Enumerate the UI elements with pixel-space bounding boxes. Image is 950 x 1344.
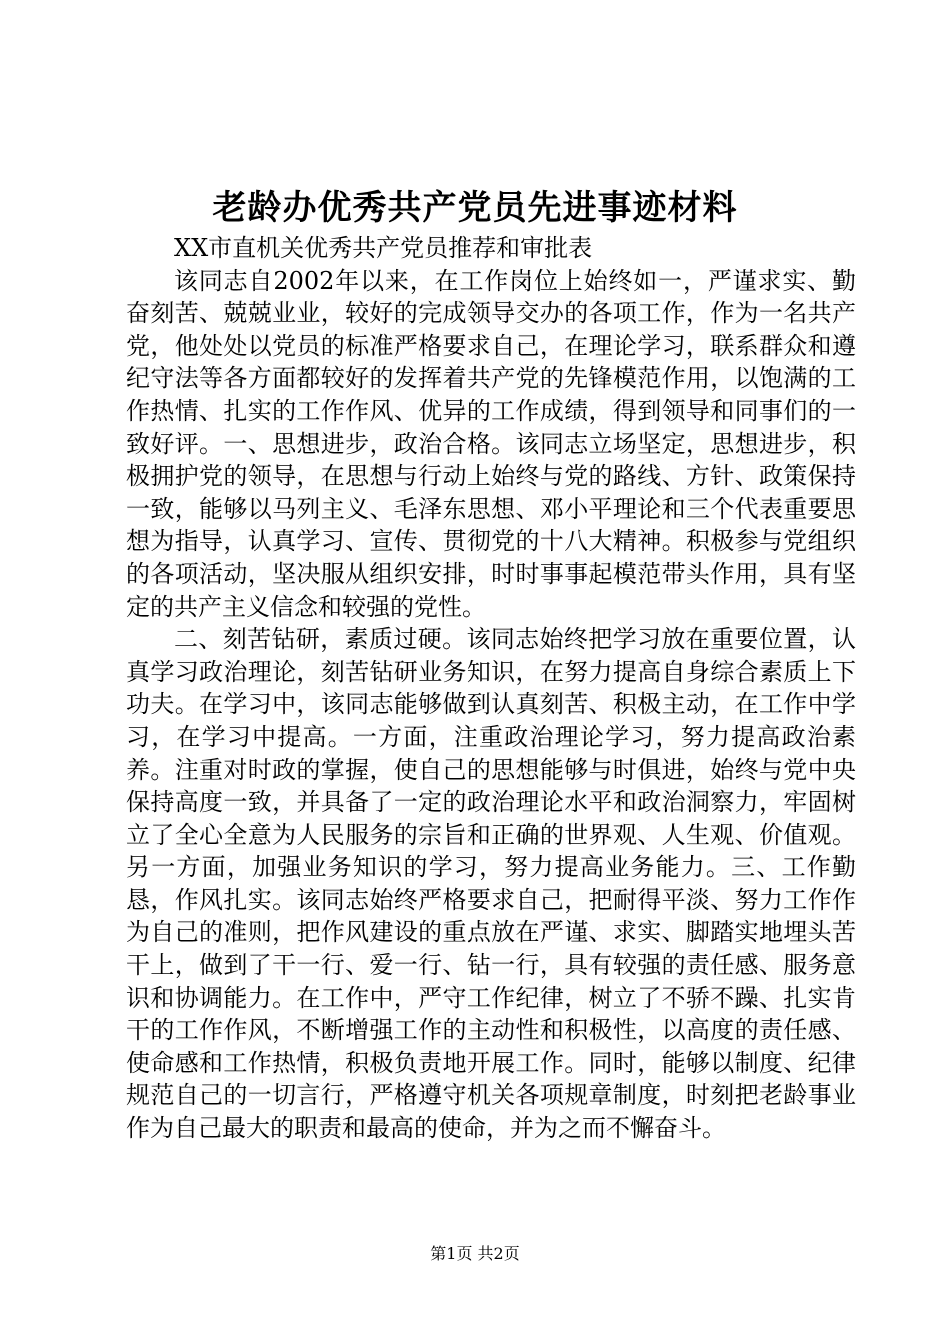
page-number: 第1页 共2页 — [430, 1244, 520, 1263]
document-title: 老龄办优秀共产党员先进事迹材料 — [212, 188, 738, 228]
paragraph-form-title: XX市直机关优秀共产党员推荐和审批表 — [174, 234, 593, 262]
paragraph-1: 该同志自2002年以来，在工作岗位上始终如一，严谨求实、勤奋刻苦、兢兢业业，较好的完成领导交办的各项工作，作为一名共产党，他处处以党员的标准严格要求自己，在理论学习，联系群众和遵纪守法等各方面都较好的发挥着共产党的先锋模范作用，以饱满的工作热情、扎实的工作作风、优异的工作成绩，得到领导和同事们的一致好评。一、思想进步，政治合格。该同志立场坚定，思想进步，积极拥护党的领导，在思想与行动上始终与党的路线、方针、政策保持一致，能够以马列主义、毛泽东思想、邓小平理论和三个代表重要思想为指导，认真学习、宣传、贯彻党的十八大精神。积极参与党组织的各项活动，坚决服从组织安排，时时事事起模范带头作用，具有坚定的共产主义信念和较强的党性。 — [126, 266, 856, 621]
paragraph-2: 二、刻苦钻研，素质过硬。该同志始终把学习放在重要位置，认真学习政治理论，刻苦钻研业务知识，在努力提高自身综合素质上下功夫。在学习中，该同志能够做到认真刻苦、积极主动，在工作中学习，在学习中提高。一方面，注重政治理论学习，努力提高政治素养。注重对时政的掌握，使自己的思想能够与时俱进，始终与党中央保持高度一致，并具备了一定的政治理论水平和政治洞察力，牢固树立了全心全意为人民服务的宗旨和正确的世界观、人生观、价值观。另一方面，加强业务知识的学习，努力提高业务能力。三、工作勤恳，作风扎实。该同志始终严格要求自己，把耐得平淡、努力工作作为自己的准则，把作风建设的重点放在严谨、求实、脚踏实地埋头苦干上，做到了干一行、爱一行、钻一行，具有较强的责任感、服务意识和协调能力。在工作中，严守工作纪律，树立了不骄不躁、扎实肯干的工作作风，不断增强工作的主动性和积极性，以高度的责任感、使命感和工作热情，积极负责地开展工作。同时，能够以制度、纪律规范自己的一切言行，严格遵守机关各项规章制度，时刻把老龄事业作为自己最大的职责和最高的使命，并为之而不懈奋斗。 — [126, 625, 856, 1143]
document-body — [126, 232, 856, 1145]
